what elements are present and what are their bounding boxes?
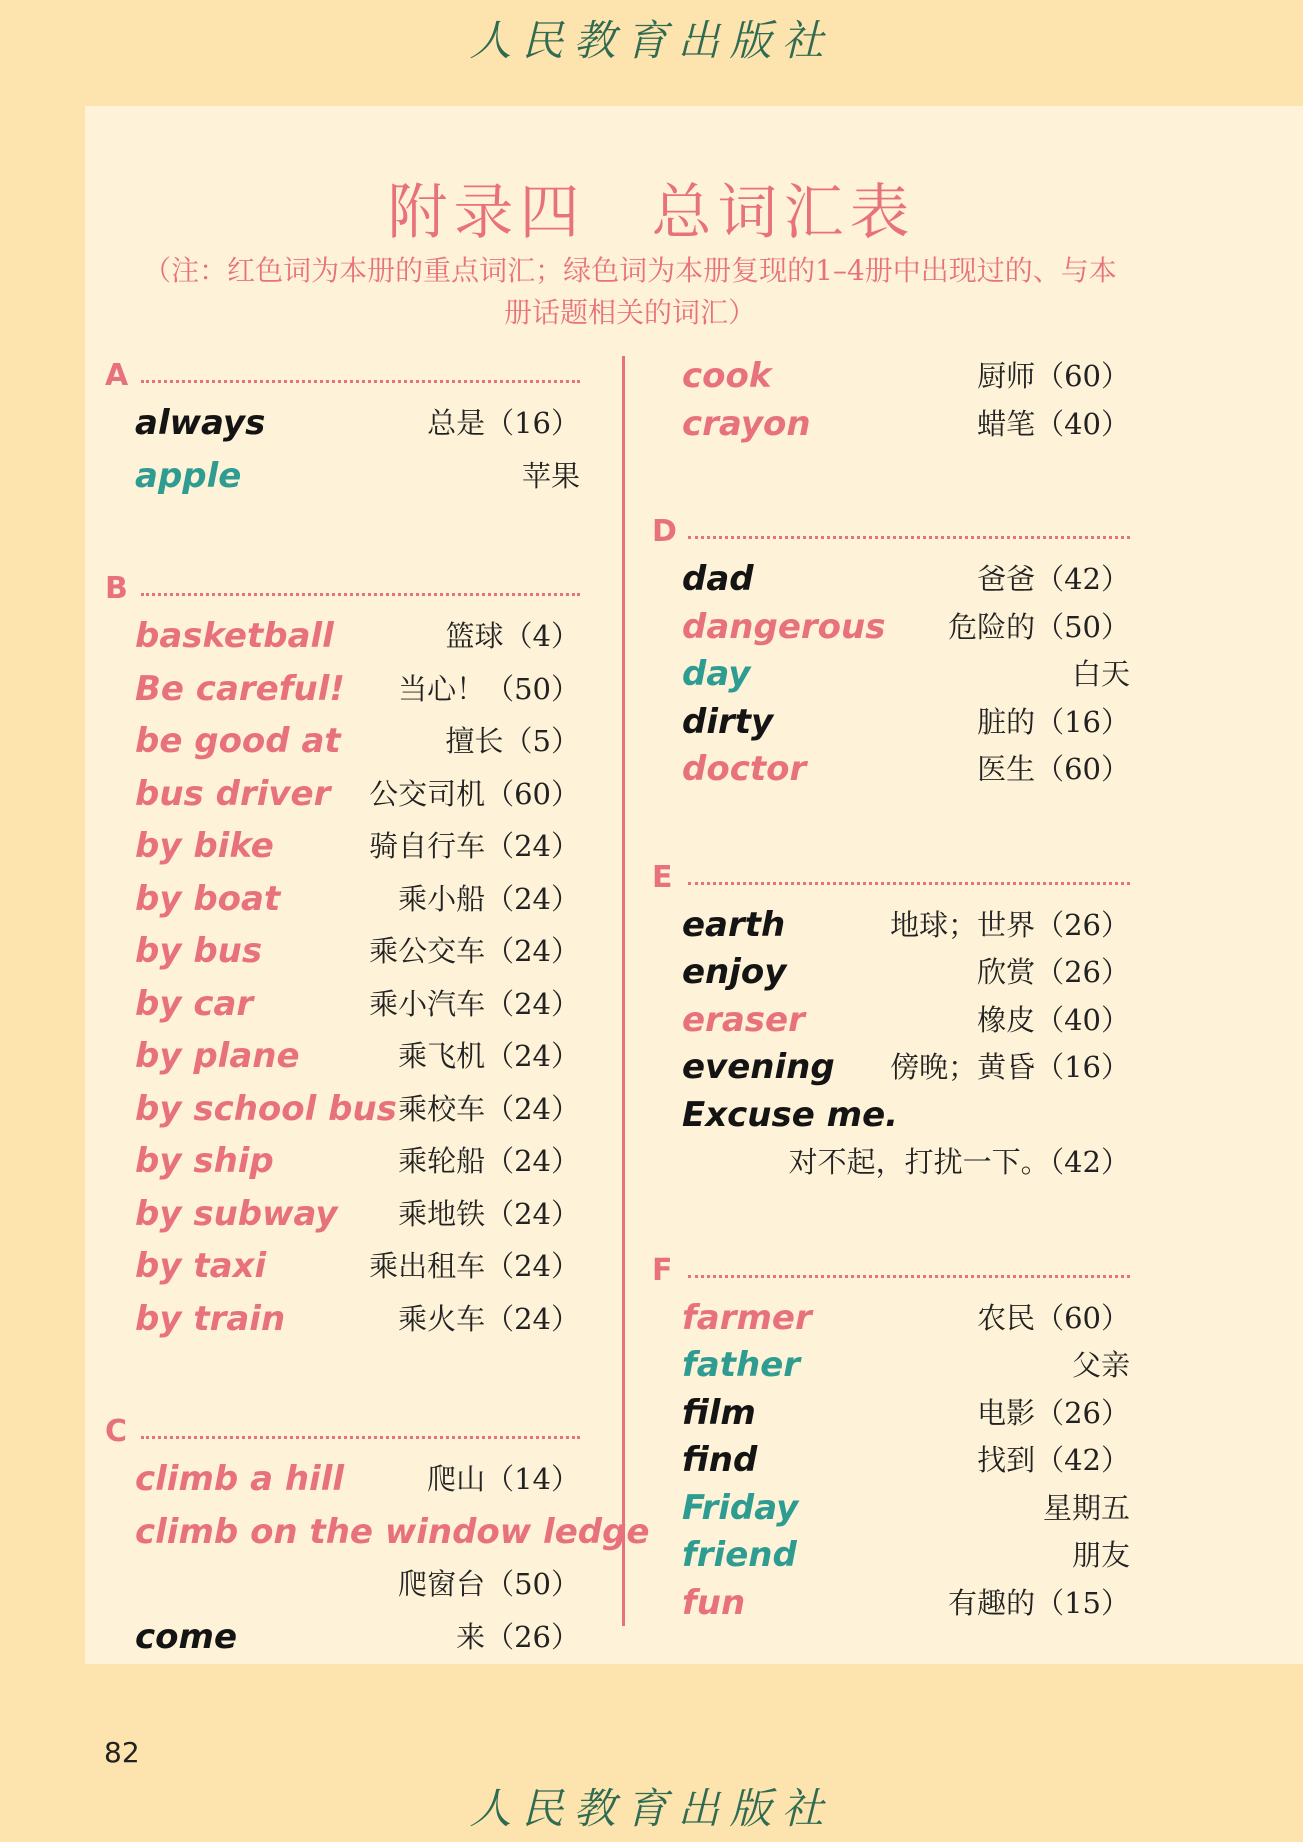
vocab-meaning: 来（26）	[456, 1619, 580, 1654]
vocab-word: find	[682, 1440, 758, 1480]
vocab-meaning: 农民（60）	[977, 1300, 1130, 1335]
vocab-word: by train	[135, 1298, 286, 1339]
dotted-rule	[141, 593, 580, 596]
vocab-word: bus driver	[135, 773, 331, 814]
vocab-entry	[105, 981, 580, 1027]
vocab-meaning: 有趣的（15）	[948, 1585, 1130, 1620]
vocab-meaning: 找到（42）	[977, 1443, 1130, 1477]
vocab-entry	[105, 400, 580, 446]
vocab-entry	[105, 1456, 580, 1502]
vocab-meaning: 欣赏（26）	[977, 955, 1130, 989]
vocab-word: film	[682, 1392, 756, 1433]
vocab-entry	[652, 1390, 1130, 1436]
vocab-meaning: 乘校车（24）	[398, 1091, 580, 1126]
dotted-rule	[688, 1275, 1130, 1278]
vocab-meaning: 乘出租车（24）	[369, 1249, 580, 1283]
vocab-entry	[652, 699, 1130, 745]
vocab-entry	[652, 1295, 1130, 1341]
vocab-entry	[105, 1138, 580, 1184]
vocab-word: fun	[682, 1582, 746, 1623]
vocab-entry	[105, 1243, 580, 1289]
vocab-entry	[105, 771, 580, 817]
vocab-word: Be careful!	[135, 668, 345, 709]
vocab-meaning: 地球；世界（26）	[890, 907, 1130, 942]
vocab-entry	[105, 1191, 580, 1237]
section-header-a	[105, 358, 580, 398]
vocab-meaning: 爸爸（42）	[977, 562, 1130, 596]
vocab-meaning: 乘小船（24）	[398, 881, 580, 916]
vocab-word: enjoy	[682, 952, 787, 992]
vocab-entry	[652, 401, 1130, 447]
vocab-entry	[652, 1532, 1130, 1578]
vocab-word: by school bus	[135, 1088, 397, 1129]
vocab-word: cook	[682, 356, 772, 396]
vocab-word: Friday	[682, 1487, 799, 1528]
vocab-word: be good at	[135, 721, 341, 761]
vocab-meaning: 厨师（60）	[977, 359, 1130, 393]
dotted-rule	[688, 536, 1130, 539]
vocab-word: evening	[682, 1047, 835, 1087]
vocab-meaning: 危险的（50）	[948, 609, 1130, 644]
vocab-word: climb on the window ledge	[135, 1511, 650, 1552]
vocab-word: by ship	[135, 1141, 274, 1181]
vocab-meaning: 爬窗台（50）	[398, 1567, 580, 1601]
vocab-meaning: 乘飞机（24）	[398, 1039, 580, 1073]
vocab-word: by bike	[135, 826, 274, 866]
vocab-meaning: 乘轮船（24）	[398, 1144, 580, 1178]
vocab-meaning: 橡皮（40）	[977, 1002, 1130, 1037]
vocab-entry	[652, 997, 1130, 1043]
vocab-meaning: 乘火车（24）	[398, 1301, 580, 1336]
legend-note: （注：红色词为本册的重点词汇；绿色词为本册复现的1–4册中出现过的、与本册话题相关的词汇）	[143, 254, 1117, 329]
vocab-entry	[105, 1561, 580, 1607]
vocab-entry	[652, 651, 1130, 697]
section-letter: B	[105, 571, 128, 606]
vocab-word: apple	[135, 455, 242, 496]
vocab-entry	[105, 613, 580, 659]
vocab-entry	[652, 556, 1130, 602]
vocab-entry	[652, 604, 1130, 650]
vocab-entry	[652, 1092, 1130, 1138]
vocab-entry	[652, 1580, 1130, 1626]
publisher-logo-bottom: 人民教育出版社	[469, 1784, 834, 1833]
section-header-d	[652, 514, 1130, 554]
vocab-entry	[652, 746, 1130, 792]
vocab-meaning: 总是（16）	[427, 406, 580, 440]
section-letter: F	[652, 1252, 673, 1288]
vocab-entry	[105, 666, 580, 712]
column-divider	[622, 356, 625, 1626]
vocab-entry	[105, 1614, 580, 1660]
vocab-word: father	[682, 1345, 801, 1385]
vocab-word: by subway	[135, 1193, 338, 1234]
vocab-meaning: 对不起，打扰一下。（42）	[788, 1145, 1130, 1179]
vocab-entry	[652, 949, 1130, 995]
dotted-rule	[141, 1436, 580, 1439]
vocab-meaning: 电影（26）	[977, 1395, 1130, 1430]
vocab-word: by taxi	[135, 1246, 267, 1286]
vocab-entry	[105, 453, 580, 499]
vocab-meaning: 脏的（16）	[977, 704, 1130, 739]
section-letter: C	[105, 1414, 128, 1449]
vocab-meaning: 骑自行车（24）	[369, 829, 580, 863]
vocab-word: dangerous	[682, 606, 886, 647]
vocab-word: doctor	[682, 749, 807, 789]
vocab-entry	[105, 876, 580, 922]
vocab-entry	[652, 1342, 1130, 1388]
vocab-meaning: 医生（60）	[977, 752, 1130, 786]
vocab-word: by boat	[135, 878, 281, 919]
vocab-entry	[652, 353, 1130, 399]
vocab-word: farmer	[682, 1297, 812, 1338]
publisher-logo-top: 人民教育出版社	[469, 16, 834, 65]
vocab-meaning: 乘公交车（24）	[369, 934, 580, 968]
vocab-entry	[652, 1044, 1130, 1090]
vocab-word: eraser	[682, 999, 805, 1040]
vocab-meaning: 蜡笔（40）	[977, 406, 1130, 441]
vocab-entry	[652, 1437, 1130, 1483]
vocab-entry	[105, 928, 580, 974]
section-header-e	[652, 860, 1130, 900]
section-letter: D	[652, 514, 677, 549]
vocab-meaning: 擅长（5）	[445, 724, 580, 758]
vocab-word: by car	[135, 983, 254, 1024]
vocab-meaning: 白天	[1071, 657, 1130, 691]
vocab-entry	[105, 1296, 580, 1342]
vocab-meaning: 父亲	[1071, 1348, 1130, 1382]
vocab-word: Excuse me.	[682, 1094, 899, 1135]
vocab-entry	[105, 1509, 650, 1555]
section-letter: A	[105, 358, 129, 393]
vocab-word: come	[135, 1616, 237, 1657]
section-letter: E	[652, 859, 673, 895]
vocab-entry	[105, 1033, 580, 1079]
vocab-entry	[652, 902, 1130, 948]
section-header-f	[652, 1253, 1130, 1293]
vocab-word: basketball	[135, 616, 334, 656]
section-header-b	[105, 571, 580, 611]
vocab-meaning: 朋友	[1071, 1538, 1130, 1572]
vocab-meaning: 傍晚；黄昏（16）	[890, 1050, 1130, 1084]
vocab-word: crayon	[682, 403, 811, 444]
section-header-c	[105, 1414, 580, 1454]
vocab-word: always	[135, 403, 266, 443]
vocab-word: climb a hill	[135, 1459, 345, 1499]
vocab-meaning: 当心！（50）	[398, 671, 580, 706]
vocab-word: earth	[682, 904, 786, 945]
vocab-meaning: 公交司机（60）	[369, 776, 580, 811]
dotted-rule	[688, 882, 1130, 885]
vocab-word: by plane	[135, 1036, 300, 1076]
vocab-entry	[652, 1485, 1130, 1531]
vocab-entry	[105, 823, 580, 869]
page-title: 附录四 总词汇表	[387, 178, 916, 248]
vocab-meaning: 苹果	[521, 458, 580, 493]
vocab-meaning: 篮球（4）	[445, 619, 580, 653]
vocab-meaning: 爬山（14）	[427, 1462, 580, 1496]
vocab-word: friend	[682, 1535, 797, 1575]
vocab-word: dirty	[682, 701, 774, 742]
vocab-word: by bus	[135, 931, 263, 971]
vocab-meaning: 星期五	[1042, 1490, 1130, 1525]
vocab-entry	[105, 718, 580, 764]
vocab-word: day	[682, 654, 751, 694]
vocab-entry	[105, 1086, 580, 1132]
vocab-word: dad	[682, 559, 754, 599]
page-number: 82	[104, 1736, 140, 1769]
vocab-entry	[652, 1139, 1130, 1185]
vocab-meaning: 乘地铁（24）	[398, 1196, 580, 1231]
vocab-meaning: 乘小汽车（24）	[369, 986, 580, 1021]
dotted-rule	[141, 380, 580, 383]
